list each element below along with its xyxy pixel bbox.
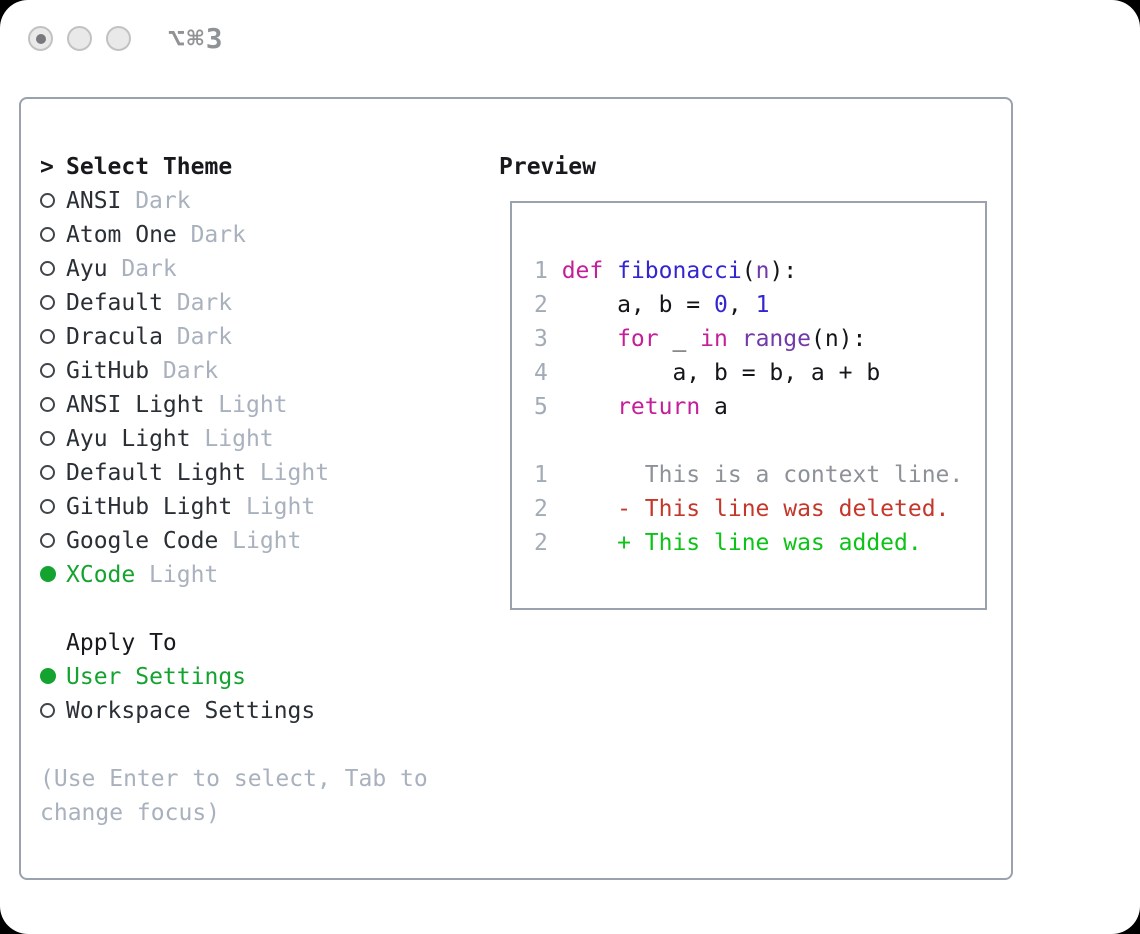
line-number: 1 — [534, 462, 548, 488]
code-token-plain: a, b = b, a + b — [561, 360, 881, 386]
theme-variant-tag: Light — [232, 528, 302, 554]
keyboard-shortcut-label: ⌥⌘3 — [168, 22, 225, 55]
code-token-keyword: in — [700, 326, 728, 352]
theme-name: Dracula — [66, 324, 163, 350]
radio-icon — [40, 363, 55, 378]
theme-variant-tag: Dark — [176, 290, 233, 316]
radio-gutter — [40, 286, 66, 320]
code-token-plain — [562, 394, 617, 420]
apply-option-user-settings[interactable] — [40, 660, 490, 694]
code-line — [534, 322, 985, 356]
code-line — [534, 424, 985, 458]
code-token-plain: (n): — [810, 326, 867, 352]
apply-to-title: Apply To — [66, 630, 177, 656]
line-number: 4 — [534, 360, 548, 386]
line-number: 2 — [534, 530, 548, 556]
theme-variant-tag: Light — [204, 426, 274, 452]
code-token-builtin: n — [755, 258, 770, 284]
radio-gutter — [40, 660, 66, 694]
select-theme-title: Select Theme — [66, 154, 233, 180]
theme-name: GitHub Light — [66, 494, 233, 520]
theme-option-default[interactable] — [40, 286, 490, 320]
radio-icon — [40, 431, 55, 446]
theme-option-ansi-light[interactable] — [40, 388, 490, 422]
code-line — [534, 356, 985, 390]
theme-option-ayu[interactable] — [40, 252, 490, 286]
theme-variant-tag: Dark — [162, 358, 219, 384]
code-token-context: This is a context line. — [561, 462, 964, 488]
theme-variant-tag: Light — [218, 392, 288, 418]
code-token-plain: ): — [769, 258, 798, 284]
radio-icon — [40, 533, 55, 548]
theme-name: Ayu Light — [66, 426, 191, 452]
traffic-lights — [28, 26, 131, 51]
code-token-number: 1 — [755, 292, 770, 318]
theme-picker-panel — [19, 97, 1013, 880]
select-theme-heading-row — [40, 150, 490, 184]
code-token-deleted: - This line was deleted. — [561, 496, 950, 522]
traffic-light-2-icon[interactable] — [67, 26, 92, 51]
theme-list — [40, 184, 490, 592]
spacer-row — [40, 592, 490, 626]
theme-option-default-light[interactable] — [40, 456, 490, 490]
radio-icon — [40, 295, 55, 310]
code-line — [534, 288, 985, 322]
radio-gutter — [40, 490, 66, 524]
preview-code-box — [510, 201, 987, 610]
line-number: 3 — [534, 326, 548, 352]
traffic-light-1-icon[interactable] — [28, 26, 53, 51]
code-token-added: + This line was added. — [561, 530, 922, 556]
theme-option-ansi[interactable] — [40, 184, 490, 218]
spacer-row — [40, 728, 490, 762]
line-number: 2 — [534, 496, 548, 522]
apply-option-label: Workspace Settings — [66, 698, 316, 724]
radio-gutter — [40, 524, 66, 558]
preview-column — [499, 150, 987, 610]
line-number: 5 — [534, 394, 548, 420]
radio-icon — [40, 193, 55, 208]
apply-to-heading-row — [40, 626, 490, 660]
radio-icon — [40, 397, 55, 412]
code-token-plain: , — [727, 292, 756, 318]
theme-variant-tag: Light — [149, 562, 219, 588]
theme-option-github-light[interactable] — [40, 490, 490, 524]
radio-selected-icon — [40, 566, 56, 582]
code-line — [534, 254, 985, 288]
code-token-plain — [562, 326, 617, 352]
code-token-plain: a — [700, 394, 728, 420]
theme-option-dracula[interactable] — [40, 320, 490, 354]
radio-gutter — [40, 422, 66, 456]
radio-icon — [40, 227, 55, 242]
theme-option-atom-one[interactable] — [40, 218, 490, 252]
radio-icon — [40, 499, 55, 514]
apply-to-list — [40, 660, 490, 728]
theme-name: Google Code — [66, 528, 219, 554]
theme-variant-tag: Dark — [121, 256, 177, 282]
code-token-number: 0 — [714, 292, 728, 318]
radio-gutter — [40, 320, 66, 354]
radio-gutter — [40, 252, 66, 286]
code-token-builtin: range — [741, 326, 811, 352]
code-token-plain: ( — [741, 258, 756, 284]
code-line — [534, 526, 985, 560]
theme-name: ANSI — [66, 188, 122, 214]
theme-name: Atom One — [66, 222, 177, 248]
traffic-light-3-icon[interactable] — [106, 26, 131, 51]
theme-name: GitHub — [66, 358, 150, 384]
radio-icon — [40, 261, 55, 276]
usage-hint: (Use Enter to select, Tab to change focus) — [40, 766, 428, 826]
radio-gutter — [40, 456, 66, 490]
code-line — [534, 492, 985, 526]
code-token-plain: a, b = — [561, 292, 715, 318]
radio-gutter — [40, 184, 66, 218]
theme-name: Ayu — [66, 256, 108, 282]
theme-option-google-code[interactable] — [40, 524, 490, 558]
theme-variant-tag: Dark — [190, 222, 246, 248]
titlebar — [0, 0, 1140, 76]
theme-option-github[interactable] — [40, 354, 490, 388]
theme-option-xcode[interactable] — [40, 558, 490, 592]
code-line — [534, 458, 985, 492]
code-token-keyword: def — [561, 258, 604, 284]
radio-gutter — [40, 218, 66, 252]
radio-icon — [40, 329, 55, 344]
theme-name: ANSI Light — [66, 392, 205, 418]
apply-option-workspace-settings[interactable] — [40, 694, 490, 728]
theme-name: Default — [66, 290, 163, 316]
theme-variant-tag: Dark — [176, 324, 233, 350]
radio-icon — [40, 465, 55, 480]
radio-selected-icon — [40, 668, 56, 684]
code-token-plain — [728, 326, 742, 352]
line-number: 2 — [534, 292, 548, 318]
theme-variant-tag: Light — [259, 460, 330, 486]
theme-variant-tag: Dark — [135, 188, 191, 214]
radio-gutter — [40, 354, 66, 388]
selector-column — [40, 150, 490, 830]
apply-option-label: User Settings — [66, 664, 247, 690]
code-token-keyword: for — [617, 326, 659, 352]
code-line — [534, 390, 985, 424]
theme-variant-tag: Light — [245, 494, 316, 520]
prompt-caret-icon: > — [40, 154, 54, 180]
radio-gutter — [40, 694, 66, 728]
code-token-function: fibonacci — [617, 258, 742, 284]
code-token-plain: _ — [658, 326, 701, 352]
theme-name: Default Light — [66, 460, 247, 486]
theme-option-ayu-light[interactable] — [40, 422, 490, 456]
radio-icon — [40, 703, 55, 718]
theme-name: XCode — [66, 562, 136, 588]
preview-title: Preview — [499, 154, 596, 180]
line-number: 1 — [534, 258, 548, 284]
radio-gutter — [40, 388, 66, 422]
code-token-keyword: return — [617, 394, 701, 420]
radio-gutter — [40, 558, 66, 592]
code-token-plain — [603, 258, 617, 284]
